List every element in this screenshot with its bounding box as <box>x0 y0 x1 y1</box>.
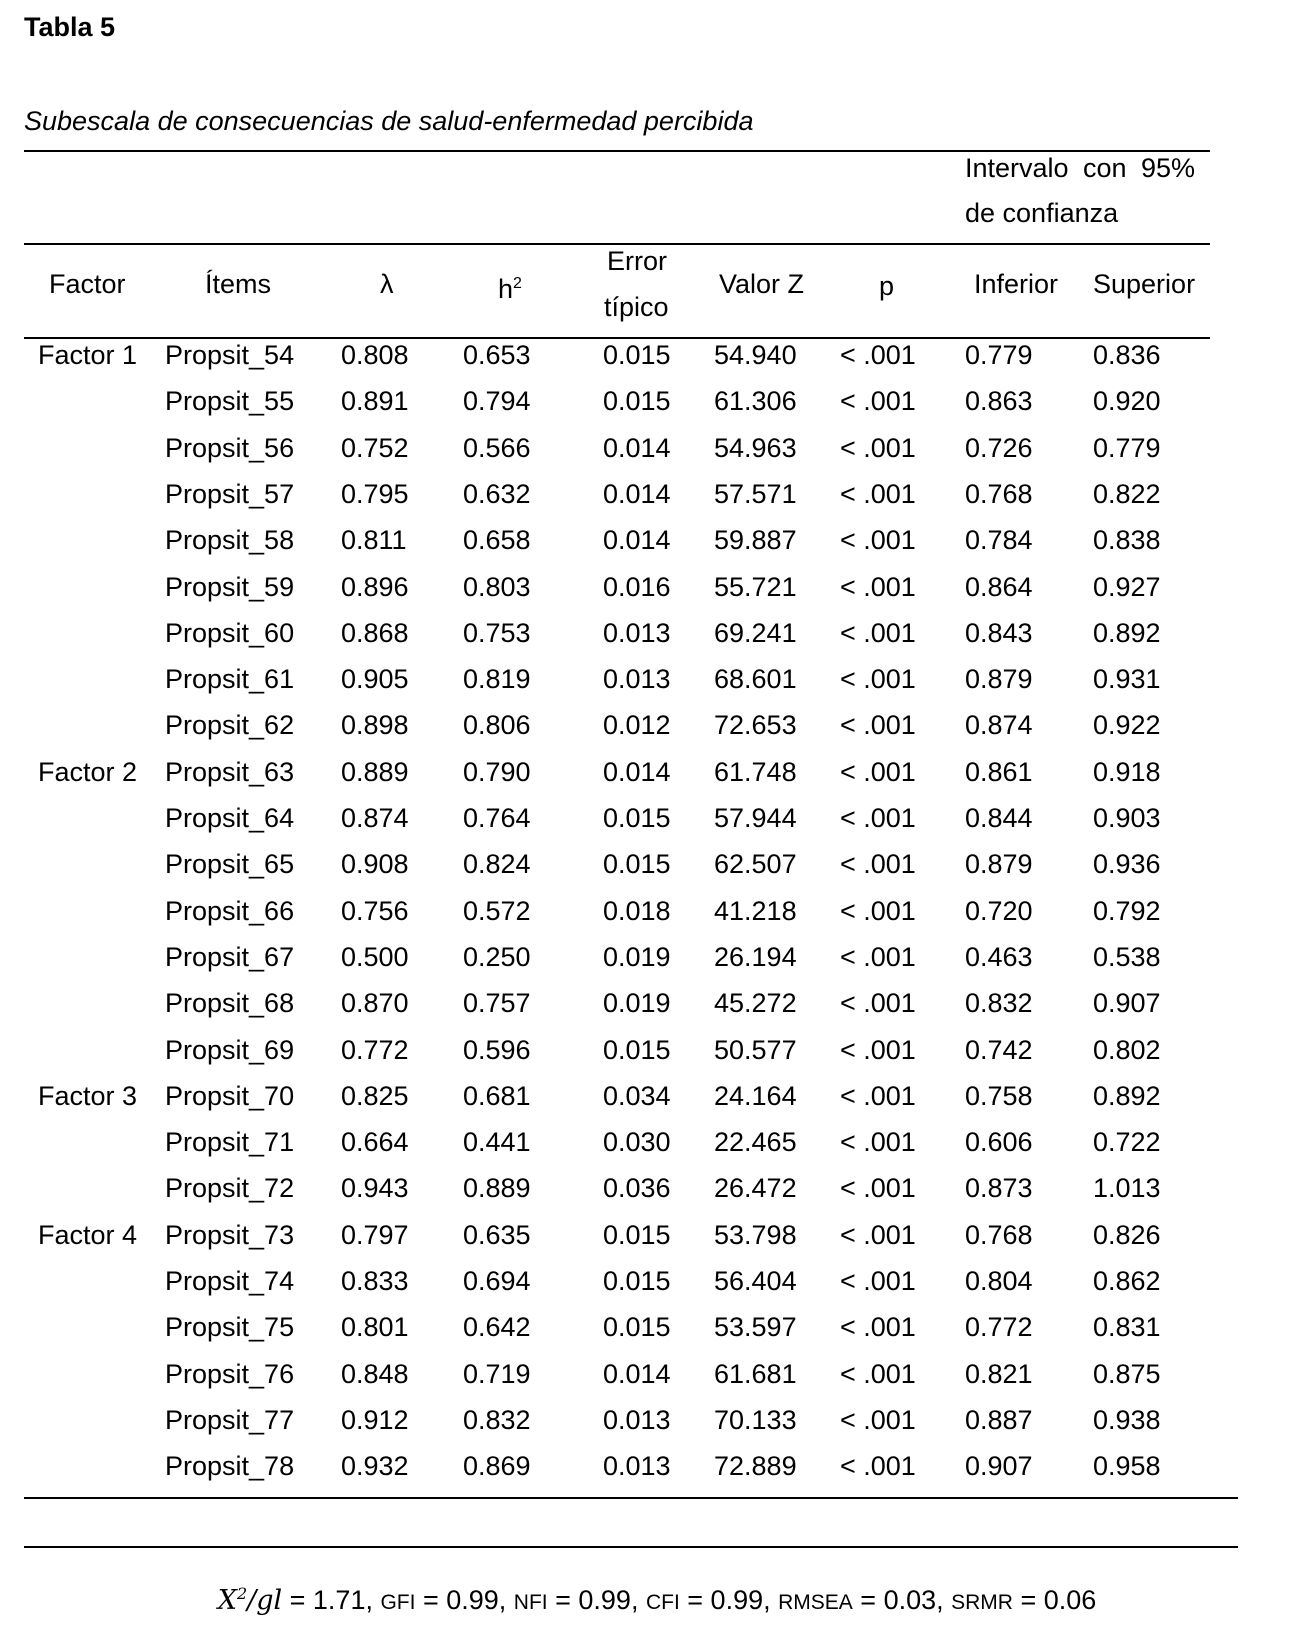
cell-h2: 0.803 <box>463 571 531 602</box>
cell-h2: 0.757 <box>463 988 531 1019</box>
col-header-z: Valor Z <box>719 269 805 299</box>
cell-p: < .001 <box>840 756 916 787</box>
cell-item: Propsit_74 <box>165 1266 295 1296</box>
cell-upper: 0.938 <box>1093 1404 1161 1435</box>
cell-item: Propsit_72 <box>165 1173 295 1204</box>
cell-h2: 0.681 <box>463 1080 531 1111</box>
cell-z: 62.507 <box>714 849 797 880</box>
cell-item: Propsit_56 <box>165 432 295 463</box>
cell-item: Propsit_63 <box>165 756 295 787</box>
cell-z: 57.571 <box>714 478 797 509</box>
ci-header-line2: de confianza <box>965 198 1119 228</box>
cell-p: < .001 <box>840 432 916 463</box>
cell-lower: 0.779 <box>965 340 1033 370</box>
ci-header-word-con: con <box>1083 153 1127 183</box>
cell-error: 0.014 <box>603 478 671 509</box>
cell-lower: 0.720 <box>965 895 1033 926</box>
cell-upper: 0.862 <box>1093 1266 1161 1296</box>
cell-error: 0.012 <box>603 710 671 741</box>
cell-upper: 0.875 <box>1093 1358 1161 1389</box>
cell-lower: 0.864 <box>965 571 1033 602</box>
cell-item: Propsit_70 <box>165 1080 295 1111</box>
cell-lambda: 0.912 <box>341 1404 409 1435</box>
cell-lower: 0.843 <box>965 617 1033 648</box>
cell-error: 0.014 <box>603 525 671 556</box>
cell-lambda: 0.905 <box>341 664 409 695</box>
cell-p: < .001 <box>840 1451 916 1482</box>
cell-z: 61.681 <box>714 1358 797 1389</box>
cell-lower: 0.768 <box>965 478 1033 509</box>
cell-error: 0.015 <box>603 1266 671 1296</box>
cell-error: 0.019 <box>603 941 671 972</box>
cell-p: < .001 <box>840 1266 916 1296</box>
cell-lower: 0.887 <box>965 1404 1033 1435</box>
cell-item: Propsit_57 <box>165 478 295 509</box>
cell-h2: 0.250 <box>463 941 531 972</box>
cell-item: Propsit_73 <box>165 1219 295 1250</box>
cell-upper: 0.958 <box>1093 1451 1161 1482</box>
cell-upper: 0.892 <box>1093 617 1161 648</box>
cell-h2: 0.889 <box>463 1173 531 1204</box>
cfi-value: = 0.99, <box>679 1585 779 1615</box>
cell-lower: 0.463 <box>965 941 1033 972</box>
cell-lambda: 0.825 <box>341 1080 409 1111</box>
cell-factor: Factor 2 <box>38 756 138 787</box>
cell-item: Propsit_58 <box>165 525 295 556</box>
cell-p: < .001 <box>840 340 916 370</box>
cell-h2: 0.566 <box>463 432 531 463</box>
cell-p: < .001 <box>840 478 916 509</box>
cell-h2: 0.824 <box>463 849 531 880</box>
col-header-error-line1: Error <box>607 246 667 276</box>
cell-h2: 0.806 <box>463 710 531 741</box>
cell-upper: 0.831 <box>1093 1312 1161 1343</box>
cell-item: Propsit_62 <box>165 710 295 741</box>
srmr-value: = 0.06 <box>1012 1585 1097 1615</box>
cell-lower: 0.804 <box>965 1266 1033 1296</box>
cell-error: 0.013 <box>603 1451 671 1482</box>
cell-lower: 0.726 <box>965 432 1033 463</box>
cell-h2: 0.653 <box>463 340 531 370</box>
col-header-lower: Inferior <box>974 269 1059 299</box>
chi-square-x: X <box>217 1585 237 1616</box>
body-bottom-rule <box>24 1497 1238 1499</box>
cell-error: 0.016 <box>603 571 671 602</box>
cell-h2: 0.719 <box>463 1358 531 1389</box>
cell-z: 61.748 <box>714 756 797 787</box>
cell-p: < .001 <box>840 710 916 741</box>
cell-z: 54.963 <box>714 432 797 463</box>
ci-header-word-intervalo: Intervalo <box>965 153 1069 183</box>
col-header-error-line2: típico <box>604 292 669 322</box>
cell-h2: 0.572 <box>463 895 531 926</box>
cell-item: Propsit_66 <box>165 895 295 926</box>
cell-h2: 0.441 <box>463 1127 531 1158</box>
cell-error: 0.014 <box>603 1358 671 1389</box>
cell-lambda: 0.874 <box>341 803 409 833</box>
footnote-bottom-rule <box>24 1546 1238 1548</box>
rmsea-label: RMSEA <box>778 1591 853 1614</box>
cell-p: < .001 <box>840 988 916 1019</box>
cell-upper: 0.722 <box>1093 1127 1161 1158</box>
cell-error: 0.013 <box>603 617 671 648</box>
cell-p: < .001 <box>840 571 916 602</box>
cell-item: Propsit_64 <box>165 803 295 833</box>
cell-lower: 0.768 <box>965 1219 1033 1250</box>
cell-z: 53.597 <box>714 1312 797 1343</box>
cell-h2: 0.635 <box>463 1219 531 1250</box>
table-label: Tabla 5 <box>24 12 116 42</box>
cell-item: Propsit_68 <box>165 988 295 1019</box>
srmr-label: SRMR <box>951 1591 1013 1614</box>
cell-error: 0.015 <box>603 1312 671 1343</box>
cell-error: 0.015 <box>603 849 671 880</box>
ci-header-word-95: 95% <box>1141 153 1196 183</box>
cell-lambda: 0.756 <box>341 895 409 926</box>
cell-upper: 0.779 <box>1093 432 1161 463</box>
nfi-value: = 0.99, <box>547 1585 646 1615</box>
nfi-label: NFI <box>513 1591 548 1614</box>
cell-error: 0.015 <box>603 1219 671 1250</box>
cell-factor: Factor 1 <box>38 340 138 370</box>
cell-p: < .001 <box>840 386 916 417</box>
cell-upper: 0.931 <box>1093 664 1161 695</box>
cfi-label: CFI <box>645 1591 680 1614</box>
cell-upper: 0.918 <box>1093 756 1161 787</box>
cell-p: < .001 <box>840 895 916 926</box>
cell-z: 57.944 <box>714 803 797 833</box>
cell-lambda: 0.500 <box>341 941 409 972</box>
cell-lambda: 0.833 <box>341 1266 409 1296</box>
cell-h2: 0.819 <box>463 664 531 695</box>
cell-error: 0.019 <box>603 988 671 1019</box>
col-header-factor: Factor <box>49 269 126 299</box>
cell-z: 59.887 <box>714 525 797 556</box>
cell-lambda: 0.664 <box>341 1127 409 1158</box>
cell-h2: 0.658 <box>463 525 531 556</box>
col-header-p: p <box>879 271 895 301</box>
cell-h2: 0.869 <box>463 1451 531 1482</box>
cell-lambda: 0.932 <box>341 1451 409 1482</box>
cell-lambda: 0.797 <box>341 1219 409 1250</box>
cell-error: 0.015 <box>603 1034 671 1065</box>
cell-z: 22.465 <box>714 1127 797 1158</box>
cell-h2: 0.832 <box>463 1404 531 1435</box>
cell-z: 72.889 <box>714 1451 797 1482</box>
cell-factor: Factor 4 <box>38 1219 138 1250</box>
cell-lower: 0.861 <box>965 756 1033 787</box>
col-header-items: Ítems <box>205 269 272 299</box>
gfi-label: GFI <box>380 1591 416 1614</box>
cell-upper: 0.927 <box>1093 571 1161 602</box>
cell-upper: 0.936 <box>1093 849 1161 880</box>
cell-upper: 0.538 <box>1093 941 1161 972</box>
col-header-upper: Superior <box>1093 269 1196 299</box>
cell-z: 24.164 <box>714 1080 797 1111</box>
cell-lower: 0.784 <box>965 525 1033 556</box>
cell-error: 0.036 <box>603 1173 671 1204</box>
cell-h2: 0.632 <box>463 478 531 509</box>
cell-z: 26.194 <box>714 941 797 972</box>
cell-upper: 0.920 <box>1093 386 1161 417</box>
cell-lower: 0.606 <box>965 1127 1033 1158</box>
cell-lambda: 0.891 <box>341 386 409 417</box>
cell-lower: 0.879 <box>965 849 1033 880</box>
cell-lambda: 0.898 <box>341 710 409 741</box>
cell-z: 50.577 <box>714 1034 797 1065</box>
cell-h2: 0.753 <box>463 617 531 648</box>
cell-lambda: 0.772 <box>341 1034 409 1065</box>
cell-item: Propsit_61 <box>165 664 295 695</box>
cell-factor: Factor 3 <box>38 1080 138 1111</box>
cell-upper: 0.822 <box>1093 478 1161 509</box>
cell-lambda: 0.811 <box>341 525 407 556</box>
cell-item: Propsit_69 <box>165 1034 295 1065</box>
cell-z: 26.472 <box>714 1173 797 1204</box>
cell-z: 61.306 <box>714 386 797 417</box>
cell-z: 55.721 <box>714 571 797 602</box>
cell-z: 53.798 <box>714 1219 797 1250</box>
cell-p: < .001 <box>840 1219 916 1250</box>
cell-lambda: 0.870 <box>341 988 409 1019</box>
chi-square-value: = 1.71, <box>282 1585 381 1615</box>
cell-z: 72.653 <box>714 710 797 741</box>
cell-p: < .001 <box>840 525 916 556</box>
cell-p: < .001 <box>840 1173 916 1204</box>
cell-item: Propsit_67 <box>165 941 295 972</box>
cell-p: < .001 <box>840 1358 916 1389</box>
cell-upper: 0.907 <box>1093 988 1161 1019</box>
cell-lower: 0.832 <box>965 988 1033 1019</box>
cell-lambda: 0.908 <box>341 849 409 880</box>
cell-item: Propsit_55 <box>165 386 295 417</box>
cell-z: 45.272 <box>714 988 797 1019</box>
cell-item: Propsit_54 <box>165 340 295 370</box>
cell-h2: 0.596 <box>463 1034 531 1065</box>
cell-error: 0.014 <box>603 432 671 463</box>
cell-p: < .001 <box>840 803 916 833</box>
cell-lambda: 0.808 <box>341 340 409 370</box>
cell-lambda: 0.795 <box>341 478 409 509</box>
cell-lower: 0.907 <box>965 1451 1033 1482</box>
cell-lambda: 0.943 <box>341 1173 409 1204</box>
cell-upper: 1.013 <box>1093 1173 1161 1204</box>
cell-error: 0.034 <box>603 1080 671 1111</box>
cell-error: 0.013 <box>603 664 671 695</box>
cell-error: 0.015 <box>603 386 671 417</box>
cell-upper: 0.836 <box>1093 340 1161 370</box>
cell-h2: 0.790 <box>463 756 531 787</box>
cell-upper: 0.903 <box>1093 803 1161 833</box>
cell-error: 0.030 <box>603 1127 671 1158</box>
cell-error: 0.014 <box>603 756 671 787</box>
chi-square-gl: /gl <box>247 1585 283 1616</box>
cell-item: Propsit_71 <box>165 1127 295 1158</box>
cell-item: Propsit_60 <box>165 617 295 648</box>
chi-square-exp: 2 <box>236 1584 248 1603</box>
cell-p: < .001 <box>840 1080 916 1111</box>
table-caption: Subescala de consecuencias de salud-enfermedad percibida <box>24 106 754 136</box>
cell-item: Propsit_75 <box>165 1312 295 1343</box>
cell-lower: 0.844 <box>965 803 1033 833</box>
cell-z: 69.241 <box>714 617 797 648</box>
cell-upper: 0.892 <box>1093 1080 1161 1111</box>
cell-p: < .001 <box>840 849 916 880</box>
cell-p: < .001 <box>840 1127 916 1158</box>
cell-h2: 0.642 <box>463 1312 531 1343</box>
cell-z: 56.404 <box>714 1266 797 1296</box>
cell-upper: 0.826 <box>1093 1219 1161 1250</box>
cell-z: 68.601 <box>714 664 797 695</box>
cell-lower: 0.863 <box>965 386 1033 417</box>
col-header-lambda: λ <box>380 269 394 299</box>
cell-lower: 0.873 <box>965 1173 1033 1204</box>
cell-lower: 0.874 <box>965 710 1033 741</box>
cell-z: 70.133 <box>714 1404 797 1435</box>
col-header-h2-exp: 2 <box>513 275 522 292</box>
fit-indices-footnote <box>0 1584 1314 1616</box>
gfi-value: = 0.99, <box>415 1585 514 1615</box>
cell-z: 41.218 <box>714 895 797 926</box>
cell-lambda: 0.752 <box>341 432 409 463</box>
cell-h2: 0.794 <box>463 386 531 417</box>
cell-p: < .001 <box>840 617 916 648</box>
cell-error: 0.018 <box>603 895 671 926</box>
cell-lambda: 0.868 <box>341 617 409 648</box>
cell-p: < .001 <box>840 941 916 972</box>
cell-z: 54.940 <box>714 340 797 370</box>
cell-upper: 0.792 <box>1093 895 1161 926</box>
col-header-h2-base: h <box>498 274 514 304</box>
cell-upper: 0.802 <box>1093 1034 1161 1065</box>
cell-p: < .001 <box>840 1404 916 1435</box>
cell-h2: 0.694 <box>463 1266 531 1296</box>
cell-p: < .001 <box>840 1034 916 1065</box>
cell-error: 0.015 <box>603 340 671 370</box>
cell-lambda: 0.889 <box>341 756 409 787</box>
cell-lower: 0.879 <box>965 664 1033 695</box>
cell-lambda: 0.801 <box>341 1312 409 1343</box>
cell-lower: 0.821 <box>965 1358 1033 1389</box>
cell-p: < .001 <box>840 1312 916 1343</box>
cell-error: 0.013 <box>603 1404 671 1435</box>
cell-lower: 0.742 <box>965 1034 1033 1065</box>
cell-p: < .001 <box>840 664 916 695</box>
cell-item: Propsit_59 <box>165 571 295 602</box>
cell-h2: 0.764 <box>463 803 531 833</box>
cell-item: Propsit_65 <box>165 849 295 880</box>
cell-item: Propsit_77 <box>165 1404 295 1435</box>
col-header-h2 <box>498 268 522 305</box>
cell-error: 0.015 <box>603 803 671 833</box>
cell-lower: 0.772 <box>965 1312 1033 1343</box>
cell-lambda: 0.896 <box>341 571 409 602</box>
cell-item: Propsit_76 <box>165 1358 295 1389</box>
cell-upper: 0.922 <box>1093 710 1161 741</box>
cell-lambda: 0.848 <box>341 1358 409 1389</box>
cell-lower: 0.758 <box>965 1080 1033 1111</box>
rmsea-value: = 0.03, <box>852 1585 952 1615</box>
cell-upper: 0.838 <box>1093 525 1161 556</box>
cell-item: Propsit_78 <box>165 1451 295 1482</box>
